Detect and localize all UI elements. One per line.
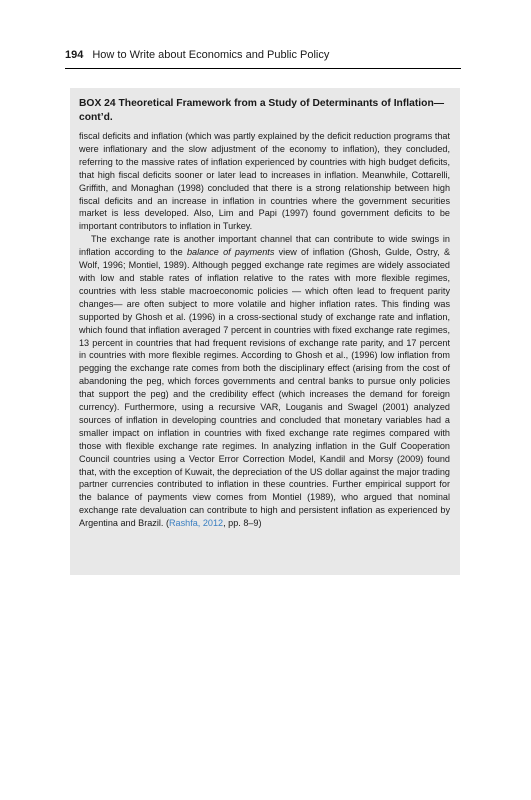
running-title: How to Write about Economics and Public Policy xyxy=(92,49,330,61)
box-paragraph-1: fiscal deficits and inflation (which was partly explained by the deficit reduction programs that were inflationary and the slow adjustment of the economy to inflation), they concluded, referring to the massive rates of inflation experienced by countries with high budget deficits, that high fiscal deficits sooner or later lead to increases in inflation. Meanwhile, Cottarelli, Griffith, and Monaghan (1998) concluded that there is a strong relationship between high fiscal deficits and an increase in inflation in countries where the government securities market is less developed. Also, Lim and Papi (1997) found government deficits to be important contributors to inflation in Turkey. xyxy=(79,131,450,232)
citation-link[interactable]: Rashfa, 2012 xyxy=(168,518,224,529)
text-box xyxy=(70,88,460,575)
running-head xyxy=(65,48,465,62)
italic-term: balance of payments xyxy=(187,247,275,258)
paragraph-2-text-body: view of inflation (Ghosh, Gulde, Ostry, & Wolf, 1996; Montiel, 1989). Although pegged exchange rate regimes are widely associated with low and stable rates of inflation relative to the rates with more flexible regimes, countries with less stable macroeconomic policies — which often lead to frequent parity changes— are often subject to more volatile and higher inflation rates. This finding was supported by Ghosh et al. (1996) in a cross-sectional study of exchange rate and inflation, which found that inflation averaged 7 percent in countries with fixed exchange rate regimes, 13 percent in countries that had frequent revisions of exchange rate parity, and 17 percent in countries with more flexible regimes. According to Ghosh et al., (1996) low inflation from pegging the exchange rate comes from both the disciplinary effect (arising from the cost of abandoning the peg, which forces governments and central banks to pursue only policies that support the peg) and the credibility effect (which increases the demand for foreign currency). Furthermore, using a recursive VAR, Louganis and Swagel (2001) analyzed sources of inflation in developing countries and concluded that monetary variables had a smaller impact on inflation in countries with fixed exchange rate regimes compared with those with flexible exchange rate regimes. In analyzing inflation in the Gulf Cooperation Council countries using a Vector Error Correction Model, Kandil and Morsy (2009) found that, with the exception of Kuwait, the depreciation of the US dollar against the major trading partner currencies contributed to inflation in these countries. Further empirical support for the balance of payments view comes from Montiel (1989), who argued that nominal exchange rate devaluation can contribute to high and persistent inflation as experienced by Argentina and Brazil. ( xyxy=(79,247,451,529)
paragraph-2-text-end: , pp. 8–9) xyxy=(223,518,262,529)
box-paragraph-2 xyxy=(79,233,450,530)
paragraph-2-text-start: The exchange rate is another important channel that can contribute to wide swings in inflation according to the xyxy=(79,234,450,258)
box-title: BOX 24 Theoretical Framework from a Study of Determinants of Inflation—cont’d. xyxy=(79,98,445,123)
header-rule xyxy=(65,68,461,69)
page-number: 194 xyxy=(65,49,84,61)
